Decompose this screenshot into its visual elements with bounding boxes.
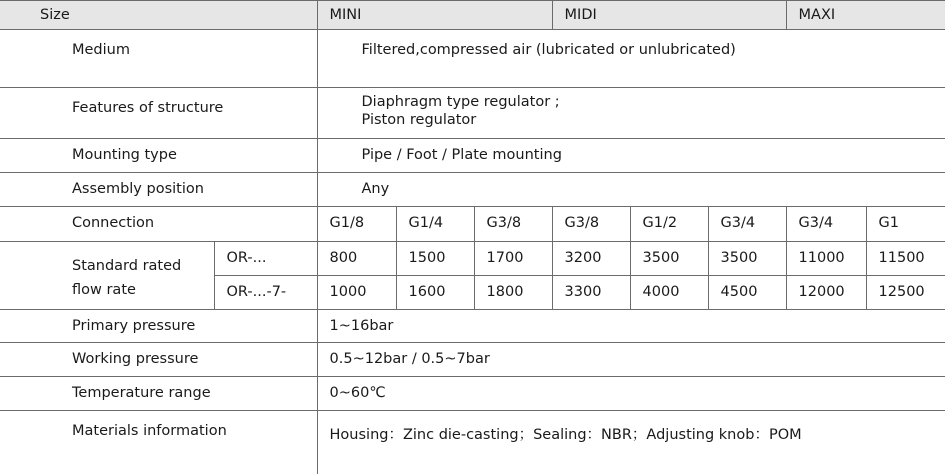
flow-value: 3500 xyxy=(708,242,786,276)
primary-pressure-label: Primary pressure xyxy=(0,310,317,343)
temperature-value: 0~60℃ xyxy=(317,377,945,411)
mini-header: MINI xyxy=(317,1,552,30)
temperature-row xyxy=(0,377,945,411)
connection-value: G1 xyxy=(866,207,945,242)
flow-row-1 xyxy=(0,242,945,276)
features-value-line2: Piston regulator xyxy=(361,112,477,128)
primary-pressure-value: 1~16bar xyxy=(317,310,945,343)
mounting-value: Pipe / Foot / Plate mounting xyxy=(317,139,945,173)
flow-value: 3200 xyxy=(552,242,630,276)
features-value xyxy=(317,88,945,139)
flow-value: 11500 xyxy=(866,242,945,276)
connection-value: G3/4 xyxy=(786,207,866,242)
materials-row xyxy=(0,411,945,474)
midi-header: MIDI xyxy=(552,1,786,30)
flow-variant-label: OR-...-7- xyxy=(214,276,317,310)
features-value-line1: Diaphragm type regulator ; xyxy=(361,94,560,110)
assembly-label: Assembly position xyxy=(0,173,317,207)
flow-value: 1000 xyxy=(317,276,396,310)
connection-value: G1/8 xyxy=(317,207,396,242)
flow-value: 12000 xyxy=(786,276,866,310)
flow-value: 4500 xyxy=(708,276,786,310)
flow-rate-label xyxy=(0,242,214,310)
materials-value: Housing：Zinc die-casting；Sealing：NBR；Adjusting knob：POM xyxy=(317,411,945,474)
primary-pressure-row xyxy=(0,310,945,343)
flow-value: 3500 xyxy=(630,242,708,276)
flow-value: 1600 xyxy=(396,276,474,310)
flow-value: 3300 xyxy=(552,276,630,310)
size-header: Size xyxy=(0,1,317,30)
medium-value: Filtered,compressed air (lubricated or unlubricated) xyxy=(317,30,945,88)
flow-value: 800 xyxy=(317,242,396,276)
flow-value: 11000 xyxy=(786,242,866,276)
flow-rate-label-line2: flow rate xyxy=(72,282,136,298)
connection-value: G1/4 xyxy=(396,207,474,242)
flow-value: 12500 xyxy=(866,276,945,310)
connection-row xyxy=(0,207,945,242)
flow-value: 1700 xyxy=(474,242,552,276)
features-label: Features of structure xyxy=(0,88,317,139)
working-pressure-value: 0.5~12bar / 0.5~7bar xyxy=(317,343,945,377)
connection-value: G1/2 xyxy=(630,207,708,242)
assembly-row xyxy=(0,173,945,207)
assembly-value: Any xyxy=(317,173,945,207)
medium-label: Medium xyxy=(0,30,317,88)
flow-value: 4000 xyxy=(630,276,708,310)
connection-value: G3/8 xyxy=(474,207,552,242)
flow-value: 1500 xyxy=(396,242,474,276)
medium-row xyxy=(0,30,945,88)
working-pressure-row xyxy=(0,343,945,377)
flow-value: 1800 xyxy=(474,276,552,310)
temperature-label: Temperature range xyxy=(0,377,317,411)
mounting-row xyxy=(0,139,945,173)
working-pressure-label: Working pressure xyxy=(0,343,317,377)
flow-rate-label-line1: Standard rated xyxy=(72,258,182,274)
maxi-header: MAXI xyxy=(786,1,945,30)
connection-label: Connection xyxy=(0,207,317,242)
features-row xyxy=(0,88,945,139)
flow-variant-label: OR-... xyxy=(214,242,317,276)
connection-value: G3/8 xyxy=(552,207,630,242)
mounting-label: Mounting type xyxy=(0,139,317,173)
materials-label: Materials information xyxy=(0,411,317,474)
connection-value: G3/4 xyxy=(708,207,786,242)
header-row xyxy=(0,1,945,30)
